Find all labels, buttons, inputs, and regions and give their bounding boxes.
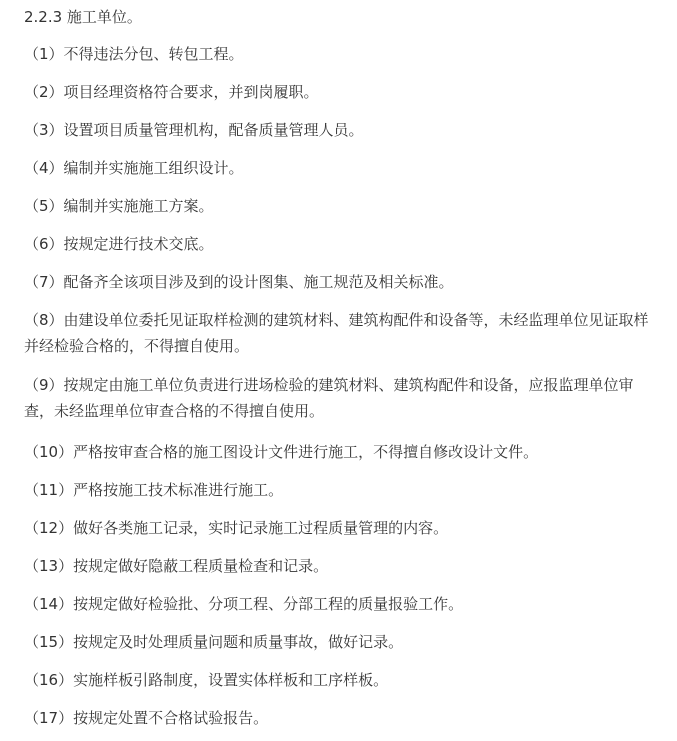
list-item: （6）按规定进行技术交底。 (24, 235, 214, 253)
list-item: （3）设置项目质量管理机构，配备质量管理人员。 (24, 121, 364, 139)
list-item: （16）实施样板引路制度，设置实体样板和工序样板。 (24, 671, 389, 689)
list-item: （4）编制并实施施工组织设计。 (24, 159, 244, 177)
list-item: （14）按规定做好检验批、分项工程、分部工程的质量报验工作。 (24, 595, 464, 613)
list-item: （10）严格按审查合格的施工图设计文件进行施工，不得擅自修改设计文件。 (24, 443, 539, 461)
list-item: （17）按规定处置不合格试验报告。 (24, 709, 269, 727)
list-item: （8）由建设单位委托见证取样检测的建筑材料、建筑构配件和设备等，未经监理单位见证取样并经检验合格的，不得擅自使用。 (24, 311, 649, 355)
list-item: （7）配备齐全该项目涉及到的设计图集、施工规范及相关标准。 (24, 273, 454, 291)
list-item: （9）按规定由施工单位负责进行进场检验的建筑材料、建筑构配件和设备，应报监理单位审查，未经监理单位审查合格的不得擅自使用。 (24, 376, 634, 420)
list-item: （11）严格按施工技术标准进行施工。 (24, 481, 284, 499)
list-item: （13）按规定做好隐蔽工程质量检查和记录。 (24, 557, 329, 575)
list-item: （5）编制并实施施工方案。 (24, 197, 214, 215)
list-item: （12）做好各类施工记录，实时记录施工过程质量管理的内容。 (24, 519, 449, 537)
list-item: （1）不得违法分包、转包工程。 (24, 45, 244, 63)
section-heading: 2.2.3 施工单位。 (24, 8, 142, 26)
list-item: （2）项目经理资格符合要求，并到岗履职。 (24, 83, 319, 101)
list-item: （15）按规定及时处理质量问题和质量事故，做好记录。 (24, 633, 404, 651)
